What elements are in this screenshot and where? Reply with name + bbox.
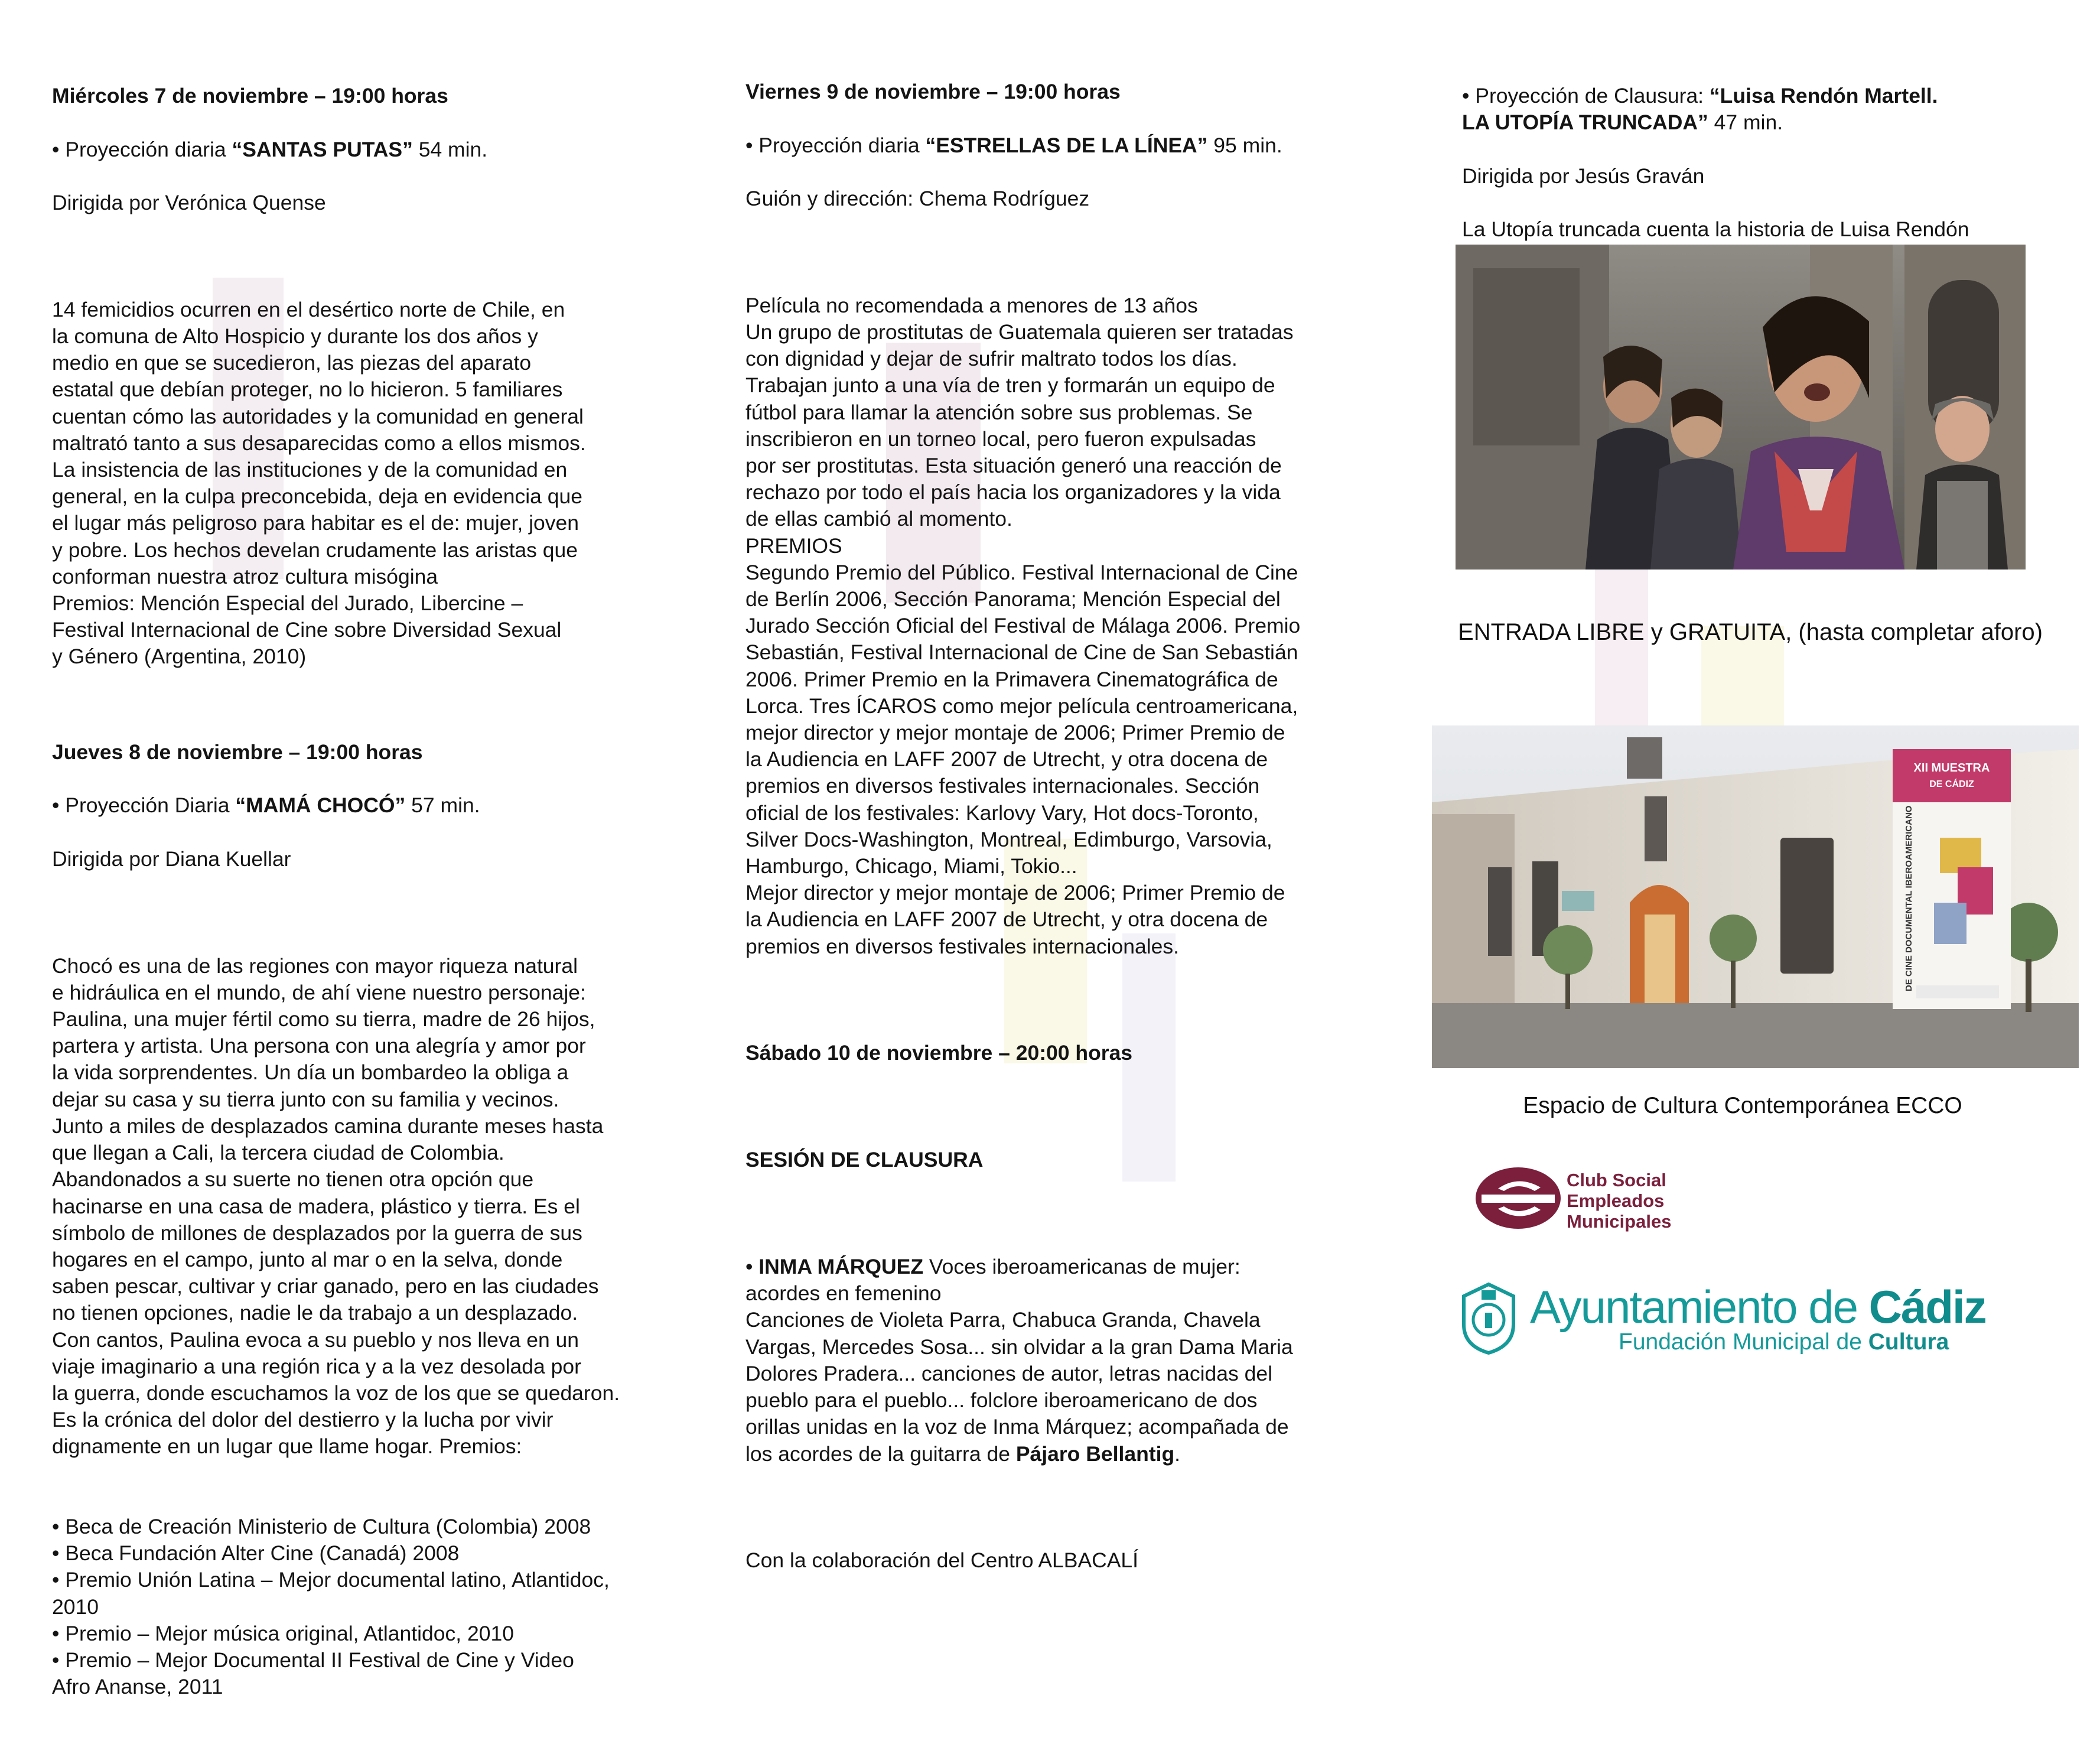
thursday-prizes-list: [52, 1487, 719, 1727]
prize-item-tail: Afro Ananse, 2011: [52, 1675, 223, 1699]
ayuntamiento-seal-icon: [1459, 1282, 1518, 1355]
ayuntamiento-title: Ayuntamiento de Cádiz: [1530, 1281, 1986, 1333]
column-2: [745, 52, 1419, 1601]
prize-item: • Premio Unión Latina – Mejor documental latino, Atlantidoc, 2010: [52, 1568, 610, 1619]
free-entry-notice: ENTRADA LIBRE y GRATUITA, (hasta completar aforo): [1458, 619, 2043, 645]
wednesday-director: Dirigida por Verónica Quense: [52, 191, 326, 215]
performer-name: INMA MÁRQUEZ: [758, 1255, 924, 1279]
thursday-heading: Jueves 8 de noviembre – 19:00 horas: [52, 740, 423, 764]
poster-vertical-text: DE CINE DOCUMENTAL IBEROAMERICANO: [1904, 805, 1914, 991]
closing-synopsis: La Utopía truncada cuenta la historia de Luisa Rendón: [1462, 217, 1969, 242]
closing-session-heading: SESIÓN DE CLAUSURA: [745, 1148, 984, 1172]
friday-synopsis: Película no recomendada a menores de 13 años Un grupo de prostitutas de Guatemala quieren ser tratadas con dignidad y dejar de sufrir maltrato todos los días. Trabajan junto a una vía de tren y formarán un equipo de fútbol para llamar la atención sobre sus problemas. Se inscribieron en un torneo local, pero fueron expulsadas por ser prostitutas. Esta situación generó una reacción de rechazo por todo el país hacia los organizadores y la vida de ellas cambió al momento. PREMIOS Segundo Premio del Público. Festival Internacional de Cine de Berlín 2006, Sección Panorama; Mención Especial del Jurado Sección Oficial del Festival de Málaga 2006. Premio Sebastián, Festival Internacional de Cine de San Sebastián 2006. Primer Premio en la Primavera Cinematográfica de Lorca. Tres ÍCAROS como mejor película centroamericana, mejor director y mejor montaje de 2006; Primer Premio de la Audiencia en LAFF 2007 de Utrecht, y otra docena de premios en diversos festivales internacionales. Sección oficial de los festivales: Karlovy Vary, Hot docs-Toronto, Silver Docs-Washington, Montreal, Edimburgo, Varsovia, Hamburgo, Chicago, Miami, Tokio... Mejor director y mejor montaje de 2006; Primer Premio de la Audiencia en LAFF 2007 de Utrecht, y otra docena de premios en diversos festivales internacionales.: [745, 293, 1301, 958]
thursday-synopsis: Chocó es una de las regiones con mayor riqueza natural e hidráulica en el mundo, de ahí viene nuestro personaje: Paulina, una mujer fértil como su tierra, madre de 26 hijos, partera y artista. Una persona con una alegría y amor por la vida sorprendentes. Un día un bombardeo la obliga a dejar su casa y su tierra junto con su familia y vecinos. Junto a miles de desplazados camina durante meses hasta que llegan a Cali, la tercera ciudad de Colombia. Abandonados a su suerte no tienen otra opción que hacinarse en una casa de madera, plástico y tierra. Es el símbolo de millones de desplazados por la guerra de sus hogares en el campo, junto al mar o en la selva, donde saben pescar, cultivar y criar ganado, pero en las ciudades no tienen opciones, nadie le da trabajo a un desplazado. Con cantos, Paulina evoca a su pueblo y nos lleva en un viaje imaginario a una región rica y a la vez desolada por la guerra, donde escuchamos la voz de los que se quedaron. Es la crónica del dolor del destierro y la lucha por vivir dignamente en un lugar que llame hogar. Premios:: [52, 954, 620, 1459]
prize-item: • Premio – Mejor música original, Atlantidoc, 2010: [52, 1621, 514, 1645]
prize-item: • Premio – Mejor Documental II Festival de Cine y Video: [52, 1648, 574, 1672]
column-1: [52, 56, 719, 1754]
friday-heading: Viernes 9 de noviembre – 19:00 horas: [745, 80, 1121, 104]
ecco-building-photo: [1432, 725, 2079, 1068]
closing-director: Dirigida por Jesús Graván: [1462, 164, 1705, 188]
collaboration-center: ALBACALÍ: [1038, 1548, 1139, 1573]
film-title-mama-choco: “MAMÁ CHOCÓ”: [235, 793, 406, 818]
club-social-name: Club Social Empleados Municipales: [1567, 1170, 1672, 1232]
guitarist-name: Pájaro Bellantig: [1015, 1441, 1175, 1466]
film-title-santas-putas: “SANTAS PUTAS”: [232, 137, 413, 161]
poster-banner-line-2: DE CÁDIZ: [1929, 779, 1974, 789]
collaboration-line: Con la colaboración del Centro ALBACALÍ: [745, 1548, 1139, 1573]
thursday-director: Dirigida por Diana Kuellar: [52, 847, 291, 871]
prize-item: • Beca Fundación Alter Cine (Canadá) 2008: [52, 1541, 460, 1566]
film-still-photo: [1456, 245, 2026, 570]
closing-film-line: • Proyección de Clausura: “Luisa Rendón Martell. LA UTOPÍA TRUNCADA” 47 min.: [1462, 84, 1938, 135]
wednesday-heading: Miércoles 7 de noviembre – 19:00 horas: [52, 84, 448, 108]
friday-director: Guión y dirección: Chema Rodríguez: [745, 187, 1090, 211]
saturday-heading: Sábado 10 de noviembre – 20:00 horas: [745, 1041, 1133, 1065]
wednesday-film-line: • Proyección diaria “SANTAS PUTAS” 54 min.: [52, 137, 488, 161]
fundacion-subtitle: Fundación Municipal de Cultura: [1619, 1329, 1949, 1355]
poster-banner-line-1: XII MUESTRA: [1913, 762, 1990, 775]
friday-film-line: • Proyección diaria “ESTRELLAS DE LA LÍNEA” 95 min.: [745, 133, 1282, 157]
venue-caption: Espacio de Cultura Contemporánea ECCO: [1523, 1093, 1962, 1118]
thursday-film-line: • Proyección Diaria “MAMÁ CHOCÓ” 57 min.: [52, 793, 480, 818]
film-title-estrellas: “ESTRELLAS DE LA LÍNEA”: [925, 133, 1208, 157]
film-title-utopia-truncada: “Luisa Rendón Martell. LA UTOPÍA TRUNCADA”: [1462, 84, 1938, 135]
performer-block: • INMA MÁRQUEZ Voces iberoamericanas de mujer: acordes en femenino Canciones de Violeta Parra, Chabuca Granda, Chavela Vargas, Mercedes Sosa... sin olvidar a la gran Dama Maria Dolores Pradera... canciones de autor, letras nacidas del pueblo para el pueblo... folclore iberoamericano de dos orillas unidas en la voz de Inma Márquez; acompañada de los acordes de la guitarra de Pájaro Bellantig.: [745, 1255, 1293, 1466]
wednesday-synopsis: 14 femicidios ocurren en el desértico norte de Chile, en la comuna de Alto Hospicio y durante los dos años y medio en que se sucedieron, las piezas del aparato estatal que debían proteger, no lo hicieron. 5 familiares cuentan cómo las autoridades y la comunidad en general maltrató tanto a sus desaparecidas como a ellos mismos. La insistencia de las instituciones y de la comunidad en general, en la culpa preconcebida, deja en evidencia que el lugar más peligroso para habitar es el de: mujer, joven y pobre. Los hechos develan crudamente las aristas que conforman nuestra atroz cultura misógina Premios: Mención Especial del Jurado, Libercine – Festival Internacional de Cine sobre Diversidad Sexual y Género (Argentina, 2010): [52, 297, 586, 669]
prize-item: • Beca de Creación Ministerio de Cultura (Colombia) 2008: [52, 1514, 591, 1538]
